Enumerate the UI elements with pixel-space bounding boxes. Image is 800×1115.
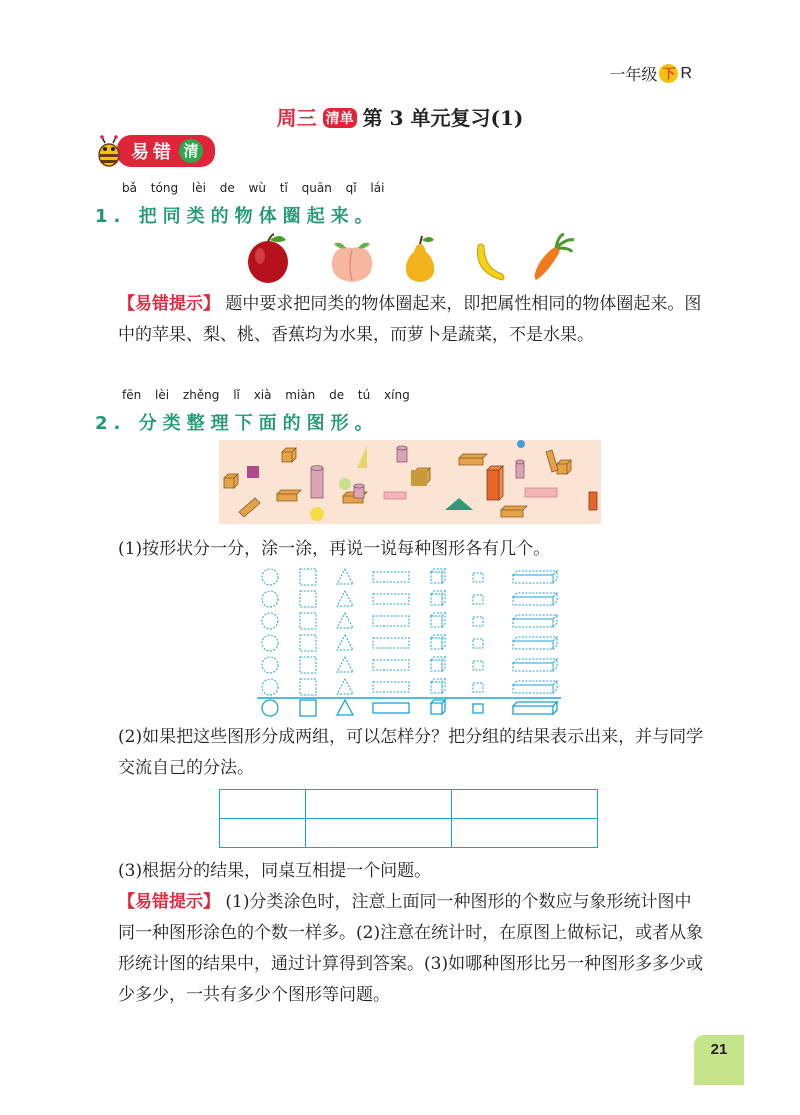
- q2-part2-text: (2)如果把这些图形分成两组，可以怎样分？把分组的结果表示出来，并与同学交流自己的分法。: [118, 727, 704, 778]
- fruits-illustration: [240, 232, 580, 286]
- error-section-header: [95, 135, 215, 167]
- pictograph-chart: [257, 566, 563, 718]
- q1-hint-label: 【易错提示】: [118, 294, 220, 314]
- q2-hint-text: (1)分类涂色时，注意上面同一种图形的个数应与象形统计图中同一种图形涂色的个数一样多。(2)注意在统计时，在原图上做标记，或者从象形统计图的结果中，通过计算得到答案。(3)如哪种图形比另一种图形多多少或少多少，一共有多少个图形等问题。: [118, 892, 704, 1005]
- title-unit: 第 3 单元复习(1): [362, 106, 524, 130]
- q1-title: 1. 把同类的物体圈起来。: [95, 206, 379, 227]
- carrot-icon: [535, 234, 574, 280]
- q2-hint-label: 【易错提示】: [118, 892, 220, 912]
- cylinder-column: [473, 573, 483, 692]
- grade-label: [609, 62, 692, 85]
- shapes-illustration: [219, 440, 601, 524]
- q1-pinyin: bǎ tóng lèi de wù tǐ quān qǐ lái: [122, 181, 385, 195]
- q2-part3: (3)根据分的结果，同桌互相提一个问题。: [118, 861, 432, 881]
- answer-cell[interactable]: [220, 790, 306, 819]
- peach-icon: [332, 243, 372, 282]
- q1-hint-text: 题中要求把同类的物体圈起来，即把属性相同的物体圈起来。图中的苹果、梨、桃、香蕉均为水果，而萝卜是蔬菜，不是水果。: [118, 294, 702, 345]
- page-number: 21: [694, 1035, 744, 1085]
- error-badge: 清: [179, 139, 203, 163]
- title-badge: 清单: [323, 108, 357, 128]
- q2-part2: [118, 722, 708, 784]
- q2-part1: (1)按形状分一分，涂一涂，再说一说每种图形各有几个。: [118, 539, 551, 559]
- q2-hint: [118, 887, 708, 1011]
- page-title: [0, 102, 800, 131]
- rectangle-column: [373, 572, 409, 692]
- title-day: 周三: [276, 106, 317, 130]
- square-column: [300, 569, 316, 695]
- pear-icon: [406, 236, 434, 282]
- grade-text: 一年级: [609, 67, 658, 84]
- cuboid-column: [513, 571, 557, 693]
- answer-cell[interactable]: [306, 819, 452, 848]
- triangle-column: [337, 569, 353, 694]
- error-section-label: [117, 135, 215, 167]
- answer-cell[interactable]: [452, 819, 598, 848]
- error-label-text: 易错: [131, 142, 175, 163]
- answer-table: [219, 789, 598, 848]
- bee-icon: [95, 135, 123, 167]
- apple-icon: [248, 234, 288, 283]
- circle-column: [262, 569, 278, 695]
- grade-suffix: R: [680, 64, 692, 82]
- q2-pinyin: fēn lèi zhěng lǐ xià miàn de tú xíng: [122, 388, 410, 402]
- q2-title: 2. 分类整理下面的图形。: [95, 413, 379, 434]
- q1-hint: [118, 289, 708, 351]
- answer-cell[interactable]: [220, 819, 306, 848]
- banana-icon: [478, 244, 505, 280]
- answer-cell[interactable]: [306, 790, 452, 819]
- cube-column: [431, 569, 445, 693]
- answer-cell[interactable]: [452, 790, 598, 819]
- grade-badge: 下: [659, 64, 678, 83]
